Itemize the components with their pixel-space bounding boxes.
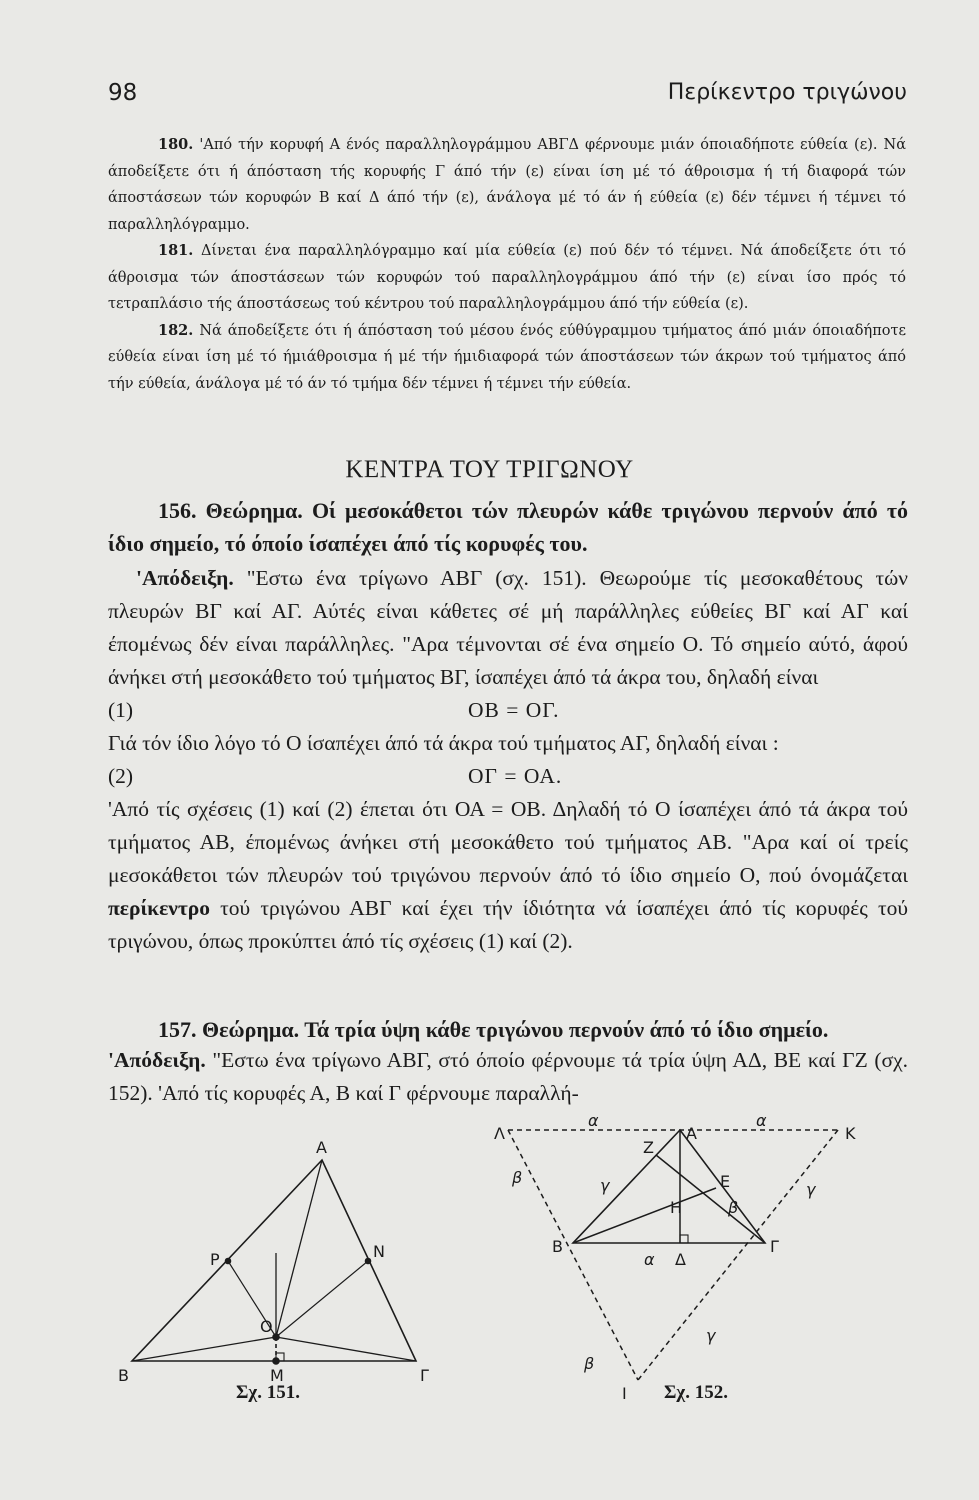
label-o: O xyxy=(260,1317,273,1336)
proof-paragraph: Γιά τόν ίδιο λόγο τό Ο ίσαπέχει άπό τά άκρα τού τμήματος ΑΓ, δηλαδή είναι : xyxy=(108,731,779,755)
theorem-157-proof xyxy=(108,1044,908,1110)
theorem-number: 156. xyxy=(158,498,197,523)
theorem-number: 157. xyxy=(158,1017,197,1042)
altitude-be xyxy=(573,1188,716,1243)
exercise-list xyxy=(108,132,906,397)
label-lambda: Λ xyxy=(494,1124,505,1143)
point-m xyxy=(273,1358,279,1364)
label-alpha-top-right: α xyxy=(756,1111,767,1130)
proof-paragraph xyxy=(108,1044,908,1110)
segment-ob xyxy=(132,1337,276,1361)
label-d-152: Δ xyxy=(675,1250,686,1269)
equation-tag: (2) xyxy=(108,764,134,788)
page-header xyxy=(108,80,907,114)
theorem-text: Θεώρημα. Τά τρία ύψη κάθε τριγώνου περνούν άπό τό ίδιο σημείο. xyxy=(202,1017,829,1042)
theorem-157-statement xyxy=(108,1013,908,1046)
exercise-number: 180. xyxy=(158,136,194,153)
segment-oa xyxy=(276,1160,322,1337)
exercise-text: 'Από τήν κορυφή Α ένός παραλληλογράμμου ΑΒΓΔ φέρνουμε μιάν όποιαδήποτε εύθεία (ε). Νά άποδείξετε ότι ή άπόσταση τής κορυφής Γ άπό τήν (ε) είναι ίση μέ τό άθροισμα ή τή διαφορά τών άποστάσεων τών κορυφών Β καί Δ άπό τήν (ε), άνάλογα μέ τό άν ή εύθεία (ε) δέν τέμνει ή τέμνει τό παραλληλόγραμμο. xyxy=(108,137,906,233)
side-lb xyxy=(508,1130,638,1380)
equation-text: ΟΓ = ΟΑ. xyxy=(468,764,563,788)
caption-fig-152: Σχ. 152. xyxy=(664,1382,728,1403)
label-gamma-right: γ xyxy=(806,1180,816,1199)
proof-paragraph xyxy=(108,562,908,694)
label-g-152: Γ xyxy=(770,1237,779,1256)
label-n: N xyxy=(373,1242,385,1261)
label-alpha-top-left: α xyxy=(588,1111,599,1130)
section-title: ΚΕΝΤΡΑ ΤΟΥ ΤΡΙΓΩΝΟΥ xyxy=(345,456,634,483)
proof-text: τού τριγώνου ΑΒΓ καί έχει τήν ίδιότητα νά ίσαπέχει άπό τίς κορυφές τού τριγώνου, όπως προκύπτει άπό τίς σχέσεις (1) καί (2). xyxy=(108,896,908,953)
label-beta-left: β xyxy=(512,1168,523,1187)
proof-label: 'Απόδειξη. xyxy=(136,566,234,590)
label-alpha-bottom: α xyxy=(644,1250,655,1269)
label-gamma-low: γ xyxy=(706,1326,716,1345)
side-ki xyxy=(638,1130,838,1380)
exercise-181 xyxy=(108,238,906,318)
label-gamma-left: γ xyxy=(600,1176,610,1195)
equation-2 xyxy=(108,760,908,793)
label-z-152: Z xyxy=(643,1138,654,1157)
label-m: M xyxy=(270,1366,284,1385)
label-b: B xyxy=(118,1366,129,1385)
right-angle-d xyxy=(680,1235,688,1243)
theorem-text: Θεώρημα. Οί μεσοκάθετοι τών πλευρών κάθε τριγώνου περνούν άπό τό ίδιο σημείο, τό όποίο ίσαπέχει άπό τίς κορυφές του. xyxy=(108,498,909,556)
exercise-number: 181. xyxy=(158,242,194,259)
label-h-152: H xyxy=(670,1198,683,1217)
exercise-182 xyxy=(108,318,906,398)
segment-og xyxy=(276,1337,416,1361)
caption-fig-151: Σχ. 151. xyxy=(236,1382,300,1403)
exercise-text: Νά άποδείξετε ότι ή άπόσταση τού μέσου ένός εύθύγραμμου τμήματος άπό μιάν όποιαδήποτε εύθεία είναι ίση μέ τό ήμιάθροισμα ή μέ τήν ήμιδιαφορά τών άποστάσεων τών άκρων τού τμήματος άπό τήν εύθεία, άνάλογα μέ τό άν τό τμήμα δέν τέμνει ή τέμνει τήν εύθεία. xyxy=(108,322,906,392)
point-o xyxy=(273,1334,279,1340)
theorem-156-statement xyxy=(108,494,908,560)
exercise-text: Δίνεται ένα παραλληλόγραμμο καί μία εύθεία (ε) πού δέν τό τέμνει. Νά άποδείξετε ότι τό άθροισμα τών άποστάσεων τών κορυφών τού παραλληλογράμμου άπό τήν (ε) είναι ίσο πρός τό τετραπλάσιο τής άποστάσεως τού κέντρου τού παραλληλογράμμου άπό τήν εύθεία (ε). xyxy=(108,243,907,312)
label-b-152: B xyxy=(552,1237,563,1256)
equation-1 xyxy=(108,694,908,727)
label-g: Γ xyxy=(420,1366,429,1385)
equation-text: ΟΒ = ΟΓ. xyxy=(468,698,560,722)
theorem-156-proof xyxy=(108,562,908,958)
page-number: 98 xyxy=(108,80,138,106)
point-p xyxy=(226,1259,231,1264)
perpendicular-bisector-ag xyxy=(276,1261,368,1337)
equation-tag: (1) xyxy=(108,698,134,722)
point-n xyxy=(366,1259,371,1264)
proof-paragraph xyxy=(108,793,908,958)
running-title: Περίκεντρο τριγώνου xyxy=(667,80,907,105)
label-k: K xyxy=(845,1124,856,1143)
label-i: I xyxy=(622,1384,627,1403)
label-beta-low: β xyxy=(584,1354,595,1373)
figures xyxy=(100,1111,920,1425)
label-a: A xyxy=(316,1138,327,1157)
proof-label: 'Απόδειξη. xyxy=(108,1048,206,1072)
proof-text: "Εστω ένα τρίγωνο ΑΒΓ (σχ. 151). Θεωρούμε τίς μεσοκαθέτους τών πλευρών ΒΓ καί ΑΓ. Αύτές είναι κάθετες σέ μή παράλληλες εύθείες ΒΓ καί ΑΓ καί έπομένως δέν είναι παράλληλες. "Αρα τέμνονται σέ ένα σημείο Ο. Τό σημείο αύτό, άφού άνήκει στή μεσοκάθετο τού τμήματος ΒΓ, ίσαπέχει άπό τά άκρα του, δηλαδή είναι xyxy=(108,566,908,689)
label-a-152: A xyxy=(686,1124,697,1143)
figure-151 xyxy=(132,1160,416,1364)
label-beta-right: β xyxy=(728,1198,739,1217)
figure-152-labels xyxy=(494,1111,856,1403)
label-p: P xyxy=(210,1250,220,1269)
exercise-number: 182. xyxy=(158,321,194,339)
figure-151-labels xyxy=(118,1138,429,1385)
exercise-180 xyxy=(108,132,906,238)
proof-text: 'Από τίς σχέσεις (1) καί (2) έπεται ότι ΟΑ = ΟΒ. Δηλαδή τό Ο ίσαπέχει άπό τά άκρα τού τμήματος ΑΒ, έπομένως άνήκει στή μεσοκάθετο τού τμήματος ΑΒ. "Αρα καί οί τρείς μεσοκάθετοι τών πλευρών τού τριγώνου περνούν άπό τό ίδιο σημείο Ο, πού όνομάζεται xyxy=(108,797,908,887)
proof-text: "Εστω ένα τρίγωνο ΑΒΓ, στό όποίο φέρνουμε τά τρία ύψη ΑΔ, ΒΕ καί ΓΖ (σχ. 152). 'Από τίς κορυφές Α, Β καί Γ φέρνουμε παραλλή- xyxy=(108,1048,908,1105)
label-e-152: E xyxy=(720,1172,731,1191)
term-circumcenter: περίκεντρο xyxy=(108,896,211,920)
